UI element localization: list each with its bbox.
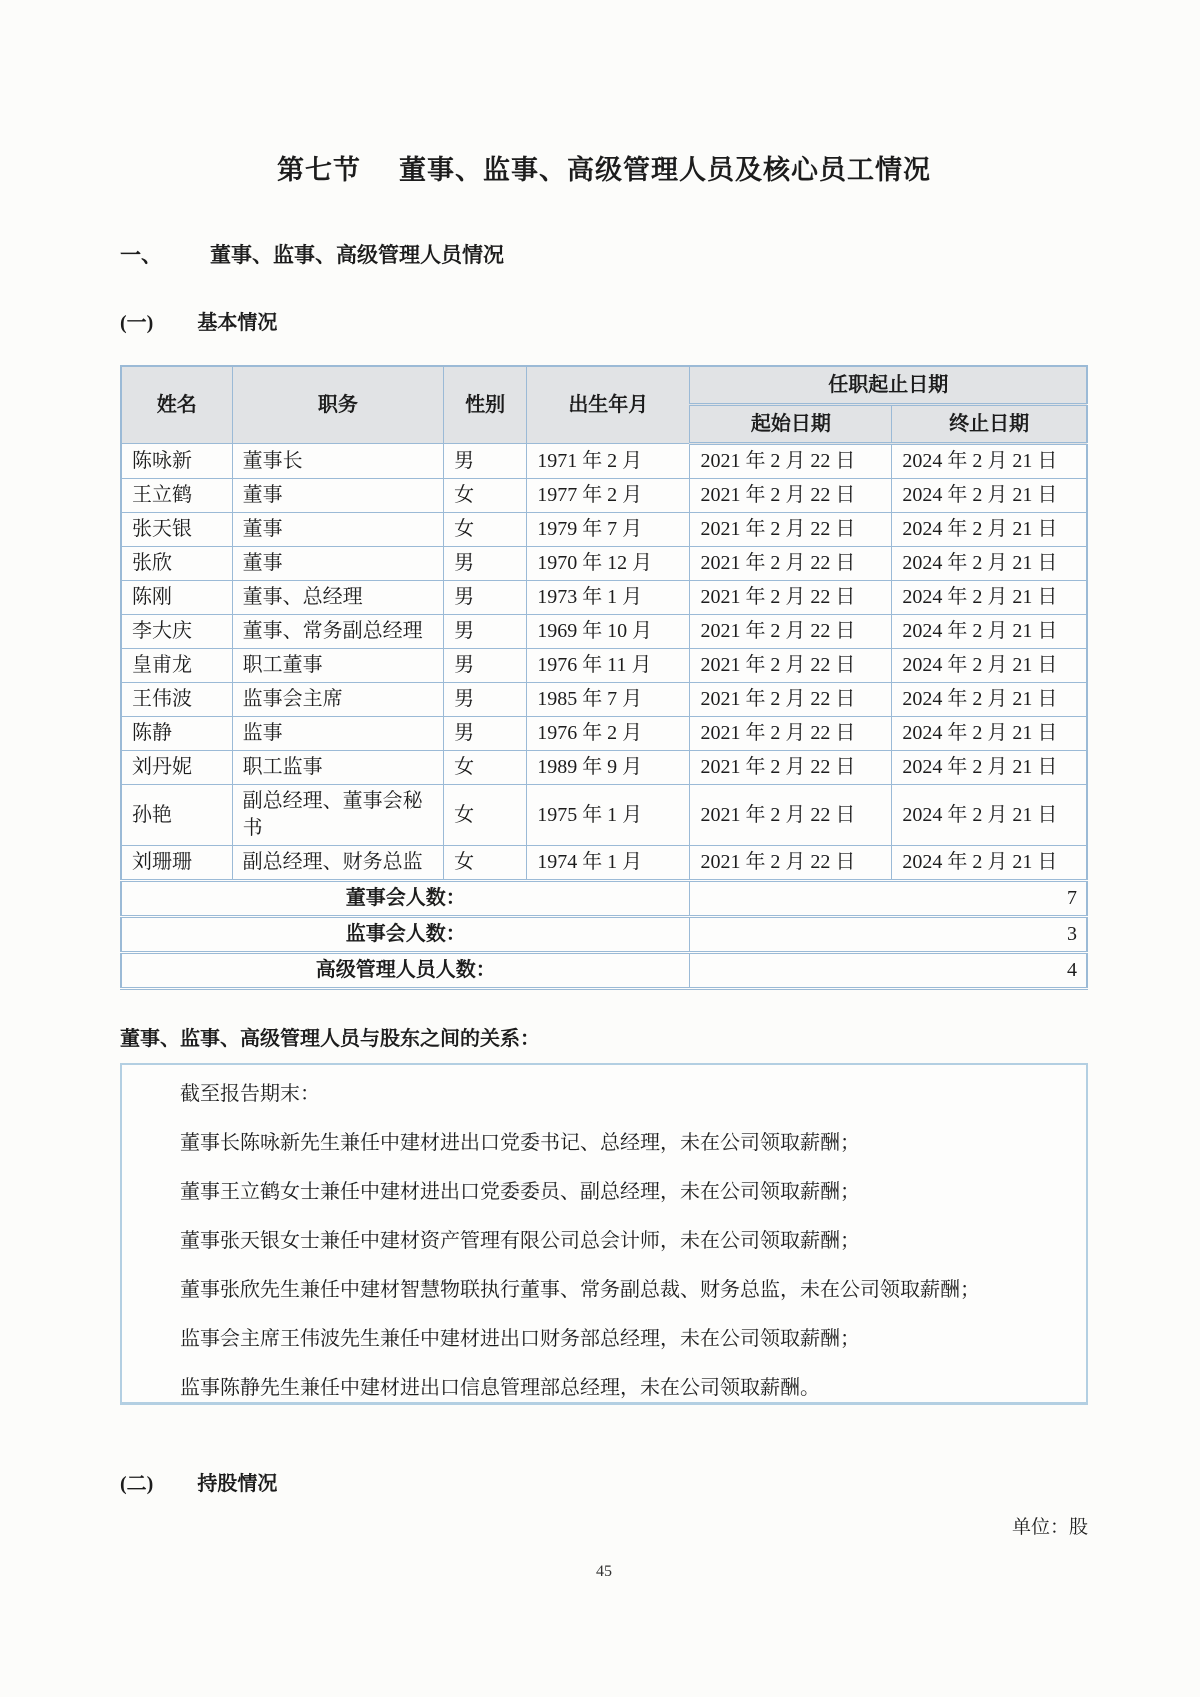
- cell-start-date: 2021 年 2 月 22 日: [690, 846, 892, 881]
- table-row: [121, 581, 1087, 615]
- cell-birth: 1989 年 9 月: [527, 751, 690, 785]
- management-table: [120, 365, 1088, 990]
- cell-position: 董事、总经理: [232, 581, 444, 615]
- relationship-heading: 董事、监事、高级管理人员与股东之间的关系：: [120, 1028, 540, 1050]
- cell-gender: 女: [444, 785, 527, 846]
- cell-gender: 女: [444, 846, 527, 881]
- col-header-birth: 出生年月: [527, 366, 690, 444]
- cell-birth: 1969 年 10 月: [527, 615, 690, 649]
- cell-start-date: 2021 年 2 月 22 日: [690, 751, 892, 785]
- cell-name: 皇甫龙: [121, 649, 232, 683]
- subsection-title: 基本情况: [197, 312, 278, 334]
- subsection-heading-shareholding: [120, 1467, 1088, 1496]
- col-header-end-date: 终止日期: [892, 405, 1087, 444]
- table-row: [121, 444, 1087, 479]
- table-row: [121, 513, 1087, 547]
- cell-birth: 1976 年 11 月: [527, 649, 690, 683]
- cell-end-date: 2024 年 2 月 21 日: [892, 785, 1087, 846]
- cell-position: 董事: [232, 547, 444, 581]
- table-row: [121, 479, 1087, 513]
- col-header-gender: 性别: [444, 366, 527, 444]
- table-row: [121, 547, 1087, 581]
- cell-start-date: 2021 年 2 月 22 日: [690, 547, 892, 581]
- cell-start-date: 2021 年 2 月 22 日: [690, 717, 892, 751]
- cell-birth: 1985 年 7 月: [527, 683, 690, 717]
- table-row: [121, 649, 1087, 683]
- cell-start-date: 2021 年 2 月 22 日: [690, 683, 892, 717]
- page-title: [120, 148, 1088, 187]
- cell-birth: 1973 年 1 月: [527, 581, 690, 615]
- col-header-tenure-group: 任职起止日期: [690, 366, 1087, 405]
- cell-start-date: 2021 年 2 月 22 日: [690, 785, 892, 846]
- cell-end-date: 2024 年 2 月 21 日: [892, 615, 1087, 649]
- cell-start-date: 2021 年 2 月 22 日: [690, 444, 892, 479]
- subsection-number: (一): [120, 312, 154, 334]
- subsection-number: (二): [120, 1473, 154, 1495]
- cell-end-date: 2024 年 2 月 21 日: [892, 444, 1087, 479]
- page-number: 45: [596, 1563, 612, 1580]
- cell-name: 王立鹤: [121, 479, 232, 513]
- cell-position: 职工董事: [232, 649, 444, 683]
- cell-gender: 女: [444, 513, 527, 547]
- table-header-row: [121, 366, 1087, 405]
- cell-end-date: 2024 年 2 月 21 日: [892, 513, 1087, 547]
- subsection-heading-basic-info: [120, 306, 1088, 335]
- cell-gender: 男: [444, 581, 527, 615]
- cell-gender: 男: [444, 444, 527, 479]
- cell-birth: 1975 年 1 月: [527, 785, 690, 846]
- cell-position: 董事长: [232, 444, 444, 479]
- table-row: [121, 751, 1087, 785]
- cell-name: 王伟波: [121, 683, 232, 717]
- table-row: [121, 785, 1087, 846]
- cell-position: 副总经理、董事会秘书: [232, 785, 444, 846]
- relationship-line: 董事张欣先生兼任中建材智慧物联执行董事、常务副总裁、财务总监，未在公司领取薪酬；: [180, 1279, 980, 1301]
- relationship-line: 监事会主席王伟波先生兼任中建材进出口财务部总经理，未在公司领取薪酬；: [180, 1328, 860, 1350]
- summary-label: 高级管理人员人数：: [121, 953, 690, 989]
- cell-end-date: 2024 年 2 月 21 日: [892, 479, 1087, 513]
- cell-position: 副总经理、财务总监: [232, 846, 444, 881]
- cell-start-date: 2021 年 2 月 22 日: [690, 581, 892, 615]
- cell-gender: 女: [444, 479, 527, 513]
- cell-position: 职工监事: [232, 751, 444, 785]
- cell-gender: 男: [444, 683, 527, 717]
- cell-end-date: 2024 年 2 月 21 日: [892, 717, 1087, 751]
- cell-start-date: 2021 年 2 月 22 日: [690, 513, 892, 547]
- section-title: 董事、监事、高级管理人员情况: [210, 243, 504, 267]
- cell-end-date: 2024 年 2 月 21 日: [892, 581, 1087, 615]
- cell-name: 张欣: [121, 547, 232, 581]
- cell-birth: 1976 年 2 月: [527, 717, 690, 751]
- subsection-title: 持股情况: [197, 1473, 278, 1495]
- cell-gender: 女: [444, 751, 527, 785]
- cell-gender: 男: [444, 649, 527, 683]
- col-header-start-date: 起始日期: [690, 405, 892, 444]
- summary-value: 3: [690, 917, 1087, 953]
- cell-birth: 1970 年 12 月: [527, 547, 690, 581]
- relationship-line: 董事长陈咏新先生兼任中建材进出口党委书记、总经理，未在公司领取薪酬；: [180, 1132, 860, 1154]
- cell-gender: 男: [444, 547, 527, 581]
- table-row: [121, 846, 1087, 881]
- col-header-position: 职务: [232, 366, 444, 444]
- cell-birth: 1974 年 1 月: [527, 846, 690, 881]
- cell-name: 李大庆: [121, 615, 232, 649]
- cell-name: 陈静: [121, 717, 232, 751]
- cell-end-date: 2024 年 2 月 21 日: [892, 846, 1087, 881]
- cell-birth: 1971 年 2 月: [527, 444, 690, 479]
- summary-label: 董事会人数：: [121, 881, 690, 917]
- cell-name: 孙艳: [121, 785, 232, 846]
- table-row: [121, 717, 1087, 751]
- table-row: [121, 683, 1087, 717]
- cell-position: 监事: [232, 717, 444, 751]
- relationship-line: 监事陈静先生兼任中建材进出口信息管理部总经理，未在公司领取薪酬。: [180, 1377, 820, 1399]
- cell-birth: 1977 年 2 月: [527, 479, 690, 513]
- col-header-name: 姓名: [121, 366, 232, 444]
- cell-end-date: 2024 年 2 月 21 日: [892, 547, 1087, 581]
- cell-name: 陈刚: [121, 581, 232, 615]
- cell-name: 张天银: [121, 513, 232, 547]
- section-heading: [120, 239, 1088, 269]
- section-number: 一、: [120, 243, 162, 267]
- relationship-line: 董事张天银女士兼任中建材资产管理有限公司总会计师，未在公司领取薪酬；: [180, 1230, 860, 1252]
- summary-value: 4: [690, 953, 1087, 989]
- cell-name: 刘珊珊: [121, 846, 232, 881]
- cell-end-date: 2024 年 2 月 21 日: [892, 683, 1087, 717]
- cell-gender: 男: [444, 615, 527, 649]
- relationship-box: [120, 1063, 1088, 1405]
- summary-value: 7: [690, 881, 1087, 917]
- summary-row-supervisor-count: [121, 917, 1087, 953]
- summary-row-senior-mgmt-count: [121, 953, 1087, 989]
- relationship-line: 董事王立鹤女士兼任中建材进出口党委委员、副总经理，未在公司领取薪酬；: [180, 1181, 860, 1203]
- cell-start-date: 2021 年 2 月 22 日: [690, 615, 892, 649]
- page-title-text: 董事、监事、高级管理人员及核心员工情况: [399, 155, 931, 185]
- cell-position: 监事会主席: [232, 683, 444, 717]
- summary-row-board-count: [121, 881, 1087, 917]
- relationship-line: 截至报告期末：: [180, 1083, 320, 1105]
- cell-end-date: 2024 年 2 月 21 日: [892, 649, 1087, 683]
- cell-position: 董事: [232, 479, 444, 513]
- cell-position: 董事: [232, 513, 444, 547]
- summary-label: 监事会人数：: [121, 917, 690, 953]
- cell-position: 董事、常务副总经理: [232, 615, 444, 649]
- unit-note: 单位：股: [1011, 1517, 1088, 1538]
- cell-start-date: 2021 年 2 月 22 日: [690, 479, 892, 513]
- cell-end-date: 2024 年 2 月 21 日: [892, 751, 1087, 785]
- cell-birth: 1979 年 7 月: [527, 513, 690, 547]
- cell-start-date: 2021 年 2 月 22 日: [690, 649, 892, 683]
- cell-name: 陈咏新: [121, 444, 232, 479]
- cell-name: 刘丹妮: [121, 751, 232, 785]
- page-title-number: 第七节: [277, 155, 361, 185]
- table-row: [121, 615, 1087, 649]
- cell-gender: 男: [444, 717, 527, 751]
